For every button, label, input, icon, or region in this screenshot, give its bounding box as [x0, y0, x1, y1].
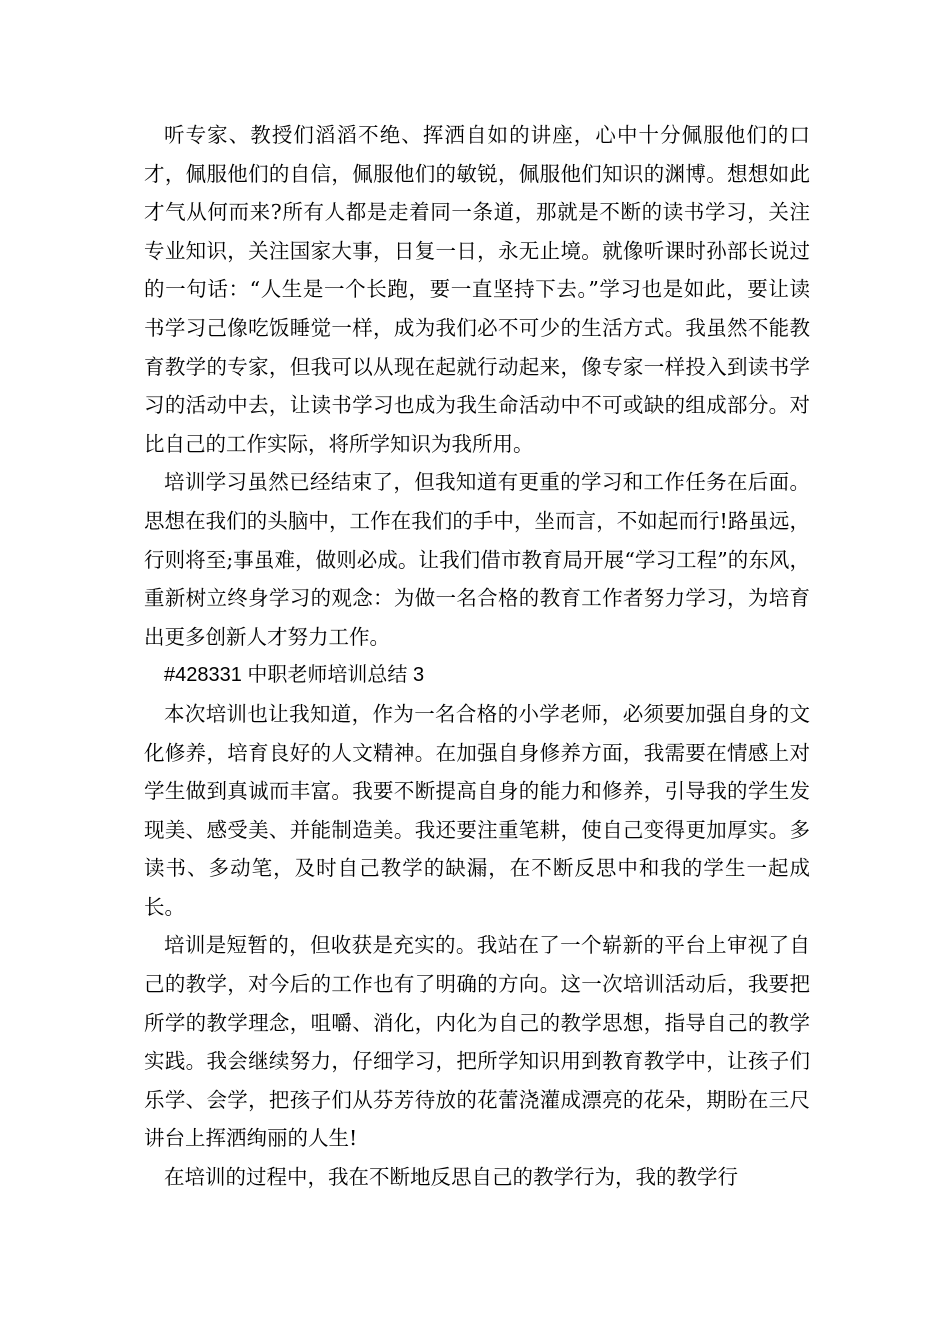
- paragraph-self-cultivation: 本次培训也让我知道，作为一名合格的小学老师，必须要加强自身的文化修养，培育良好的人文精神。在加强自身修养方面，我需要在情感上对学生做到真诚而丰富。我要不断提高自身的能力和修养，引导我的学生发现美、感受美、并能制造美。我还要注重笔耕，使自己变得更加厚实。多读书、多动笔，及时自己教学的缺漏，在不断反思中和我的学生一起成长。: [144, 701, 810, 919]
- section-heading: #428331 中职老师培训总结 3: [164, 664, 425, 687]
- paragraph-expert-lectures: 听专家、教授们滔滔不绝、挥洒自如的讲座，心中十分佩服他们的口才，佩服他们的自信，佩服他们的敏锐，佩服他们知识的渊博。想想如此才气从何而来?所有人都是走着同一条道，那就是不断的读书学习，关注专业知识，关注国家大事，日复一日，永无止境。就像听课时孙部长说过的一句话：“人生是一个长跑，要一直坚持下去。”学习也是如此，要让读书学习己像吃饭睡觉一样，成为我们必不可少的生活方式。我虽然不能教育教学的专家，但我可以从现在起就行动起来，像专家一样投入到读书学习的活动中去，让读书学习也成为我生命活动中不可或缺的组成部分。对比自己的工作实际，将所学知识为我所用。: [144, 123, 810, 456]
- paragraph-training-ended: 培训学习虽然已经结束了，但我知道有更重的学习和工作任务在后面。思想在我们的头脑中，工作在我们的手中，坐而言，不如起而行!路虽远，行则将至;事虽难，做则必成。让我们借市教育局开展“学习工程”的东风，重新树立终身学习的观念：为做一名合格的教育工作者努力学习，为培育出更多创新人才努力工作。: [144, 470, 810, 649]
- document-body: [144, 116, 810, 1197]
- paragraph-reflection: 在培训的过程中，我在不断地反思自己的教学行为，我的教学行: [164, 1165, 738, 1190]
- paragraph-training-gains: 培训是短暂的，但收获是充实的。我站在了一个崭新的平台上审视了自己的教学，对今后的工作也有了明确的方向。这一次培训活动后，我要把所学的教学理念，咀嚼、消化，内化为自己的教学思想，指导自己的教学实践。我会继续努力，仔细学习，把所学知识用到教育教学中，让孩子们乐学、会学，把孩子们从芬芳待放的花蕾浇灌成漂亮的花朵，期盼在三尺讲台上挥洒绚丽的人生!: [144, 933, 810, 1151]
